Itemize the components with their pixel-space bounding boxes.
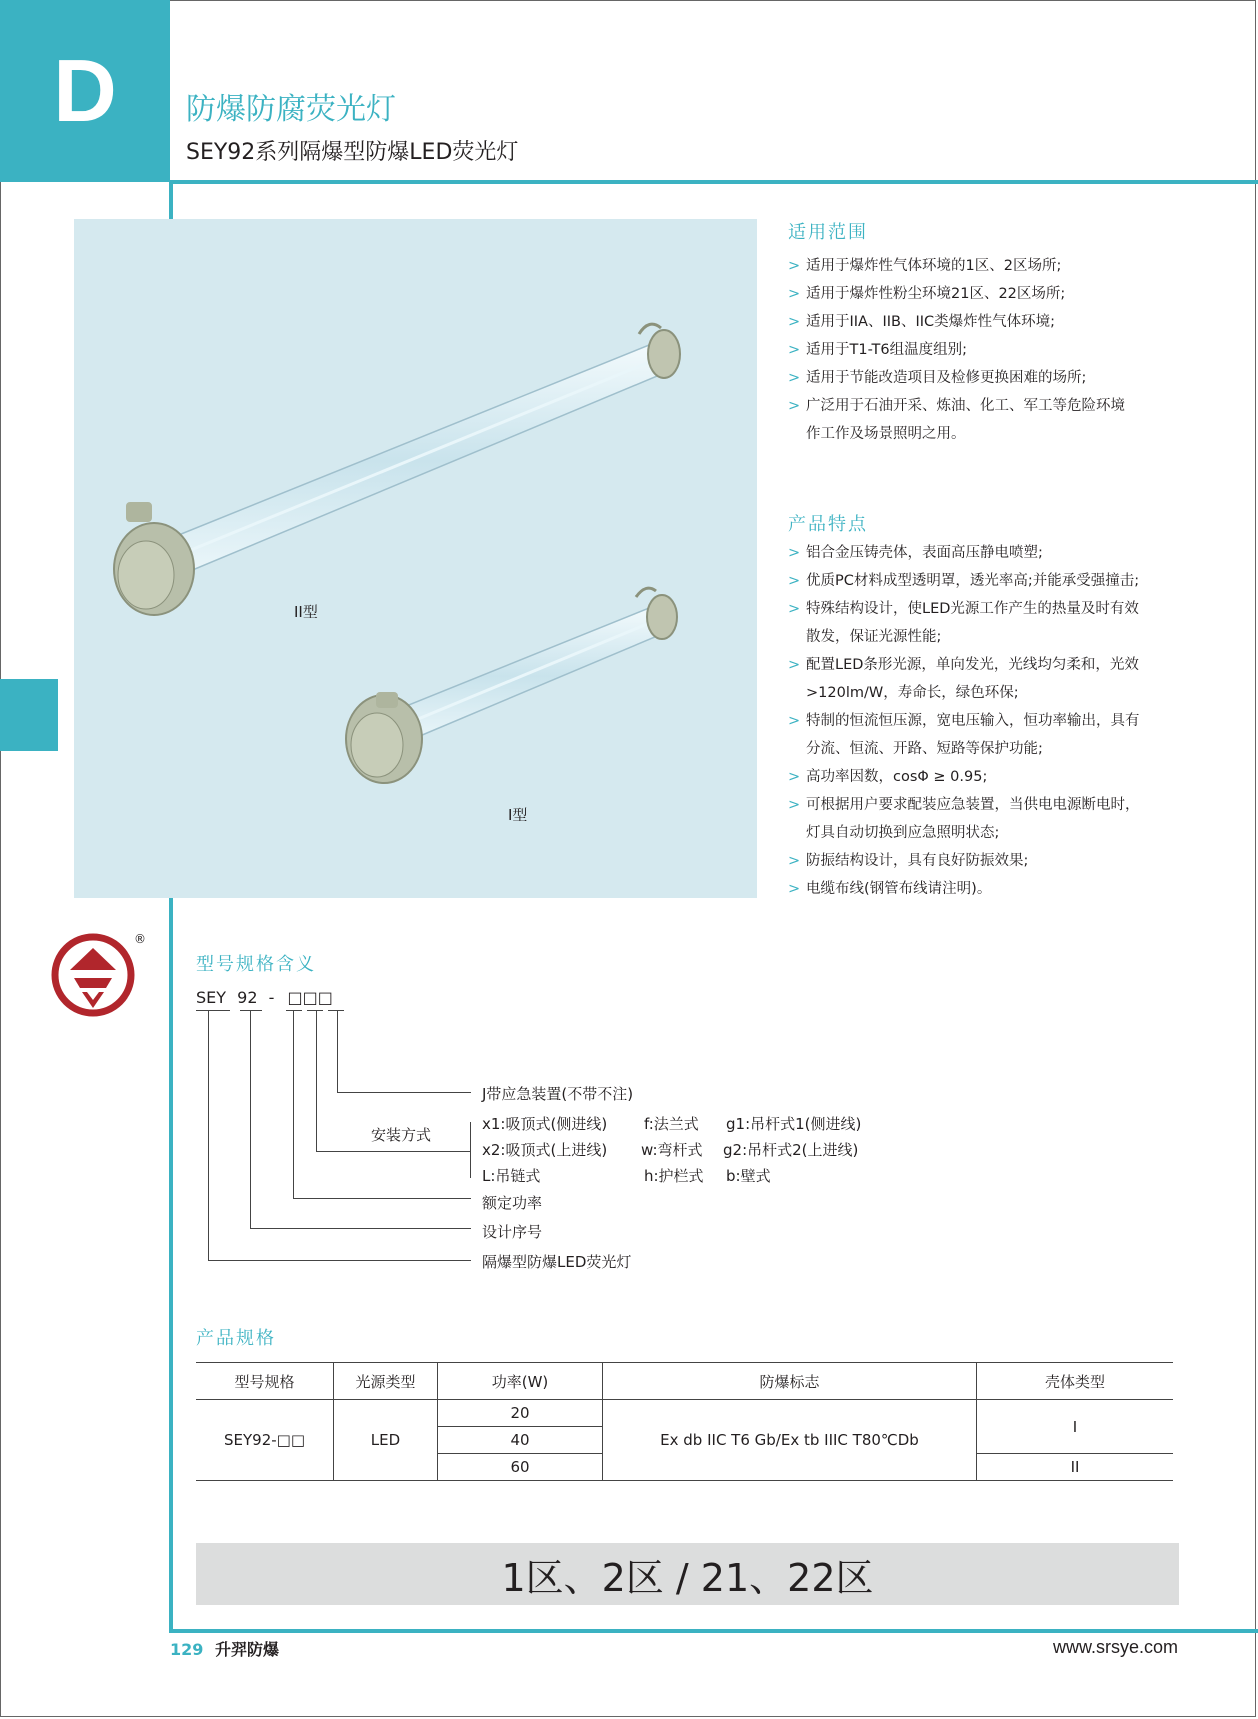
connector-h-sey [208, 1260, 471, 1261]
header-rule [170, 180, 1258, 184]
install-w: w:弯杆式 [641, 1141, 703, 1159]
product-image [74, 219, 757, 898]
bullet-arrow-icon: > [788, 657, 801, 673]
code-box-2: □ [302, 988, 318, 1007]
footer-url[interactable]: www.srsye.com [1052, 1637, 1178, 1657]
product-name-text: 隔爆型防爆LED荧光灯 [482, 1253, 632, 1271]
install-b: b:壁式 [726, 1167, 771, 1185]
lamp-type2 [114, 324, 680, 615]
feature-item-cont: 散发，保证光源性能; [806, 629, 942, 645]
connector-h3 [337, 1092, 471, 1093]
install-h: h:护栏式 [644, 1167, 704, 1185]
registered-mark: ® [134, 932, 146, 946]
bullet-arrow-icon: > [788, 342, 801, 358]
feature-item-cont: >120lm/W，寿命长，绿色环保; [806, 685, 1019, 701]
bullet-arrow-icon: > [788, 370, 801, 386]
feature-item: > 高功率因数，cosΦ ≥ 0.95; [788, 763, 1228, 791]
connector-h2 [316, 1151, 471, 1152]
cell-model: SEY92-□□ [196, 1400, 334, 1481]
model-heading: 型号规格含义 [196, 954, 316, 975]
connector-v1 [293, 1010, 294, 1198]
header-light: 光源类型 [334, 1363, 438, 1400]
install-g2: g2:吊杆式2(上进线) [723, 1141, 859, 1159]
page-title: 防爆防腐荧光灯 [186, 92, 396, 127]
label-type2: II型 [294, 603, 318, 621]
underline-box2 [307, 1010, 323, 1011]
underline-box3 [328, 1010, 344, 1011]
install-f: f:法兰式 [644, 1115, 699, 1133]
code-prefix: SEY [196, 988, 227, 1007]
feature-item: > 配置LED条形光源，单向发光，光线均匀柔和，光效 [788, 651, 1228, 679]
scope-item: > 适用于节能改造项目及检修更换困难的场所; [788, 364, 1208, 392]
code-box-1: □ [287, 988, 303, 1007]
feature-item: > 电缆布线(钢管布线请注明)。 [788, 875, 1228, 903]
brand-logo [50, 932, 146, 1022]
header-shell: 壳体类型 [977, 1363, 1174, 1400]
install-bracket [470, 1122, 471, 1178]
scope-heading: 适用范围 [788, 222, 868, 243]
scope-list [788, 252, 1208, 448]
connector-h-92 [250, 1228, 471, 1229]
features-heading: 产品特点 [788, 514, 868, 535]
cell-shell-1: I [977, 1400, 1174, 1454]
cell-power-60: 60 [438, 1454, 603, 1481]
code-dash: - [268, 988, 275, 1007]
bullet-arrow-icon: > [788, 769, 801, 785]
code-number: 92 [237, 988, 258, 1007]
table-row [196, 1400, 1173, 1427]
bullet-arrow-icon: > [788, 797, 801, 813]
install-g1: g1:吊杆式1(侧进线) [726, 1115, 862, 1133]
feature-item: > 特殊结构设计，使LED光源工作产生的热量及时有效 [788, 595, 1228, 623]
code-box-3: □ [317, 988, 333, 1007]
connector-v2 [316, 1010, 317, 1151]
section-letter: D [53, 41, 117, 140]
cell-light: LED [334, 1400, 438, 1481]
feature-item-cont: 分流、恒流、开路、短路等保护功能; [806, 741, 1043, 757]
install-x1: x1:吸顶式(侧进线) [482, 1115, 608, 1133]
cell-power-20: 20 [438, 1400, 603, 1427]
cell-ex-mark: Ex db IIC T6 Gb/Ex tb IIIC T80℃Db [603, 1400, 977, 1481]
bullet-arrow-icon: > [788, 314, 801, 330]
feature-item: > 防振结构设计，具有良好防振效果; [788, 847, 1228, 875]
scope-item: > 适用于IIA、IIB、IIC类爆炸性气体环境; [788, 308, 1208, 336]
header-power: 功率(W) [438, 1363, 603, 1400]
scope-item: > 适用于爆炸性粉尘环境21区、22区场所; [788, 280, 1208, 308]
feature-item: > 特制的恒流恒压源，宽电压输入，恒功率输出，具有 [788, 707, 1228, 735]
bullet-arrow-icon: > [788, 853, 801, 869]
model-code [196, 988, 333, 1007]
header-ex: 防爆标志 [603, 1363, 977, 1400]
cell-shell-2: II [977, 1454, 1174, 1481]
underline-92 [240, 1010, 262, 1011]
underline-box1 [286, 1010, 302, 1011]
zone-banner [196, 1543, 1179, 1605]
label-type1: I型 [508, 806, 528, 824]
install-label: 安装方式 [371, 1126, 432, 1144]
bullet-arrow-icon: > [788, 573, 801, 589]
bullet-arrow-icon: > [788, 258, 801, 274]
bullet-arrow-icon: > [788, 713, 801, 729]
left-rule-bottom [169, 898, 173, 1633]
design-no-text: 设计序号 [482, 1223, 543, 1241]
connector-v3 [337, 1010, 338, 1092]
scope-item: > 适用于爆炸性气体环境的1区、2区场所; [788, 252, 1208, 280]
bullet-arrow-icon: > [788, 545, 801, 561]
logo-mark-icon [50, 932, 140, 1022]
lamp-illustration [74, 219, 757, 898]
footer-brand: 升羿防爆 [214, 1640, 279, 1659]
scope-item: > 广泛用于石油开采、炼油、化工、军工等危险环境 [788, 392, 1208, 420]
header-model: 型号规格 [196, 1363, 334, 1400]
emergency-text: J带应急装置(不带不注) [482, 1085, 634, 1103]
bullet-arrow-icon: > [788, 286, 801, 302]
zone-banner-text: 1区、2区 / 21、22区 [501, 1555, 874, 1600]
rated-power-text: 额定功率 [482, 1194, 543, 1212]
footer-page-info [170, 1637, 279, 1660]
lamp-type1 [346, 588, 677, 783]
spec-heading: 产品规格 [196, 1328, 276, 1349]
install-x2: x2:吸顶式(上进线) [482, 1141, 608, 1159]
connector-v-sey [208, 1010, 209, 1260]
cell-power-40: 40 [438, 1427, 603, 1454]
left-rule-top [169, 180, 173, 220]
connector-v-92 [250, 1010, 251, 1228]
install-l: L:吊链式 [482, 1167, 541, 1185]
underline-sey [196, 1010, 230, 1011]
scope-item: > 适用于T1-T6组温度组别; [788, 336, 1208, 364]
bullet-arrow-icon: > [788, 398, 801, 414]
side-tab [0, 679, 58, 751]
feature-item: > 可根据用户要求配装应急装置，当供电电源断电时， [788, 791, 1228, 819]
feature-item: > 优质PC材料成型透明罩，透光率高;并能承受强撞击; [788, 567, 1228, 595]
scope-item-cont: 作工作及场景照明之用。 [806, 426, 966, 442]
bullet-arrow-icon: > [788, 881, 801, 897]
features-list [788, 539, 1228, 903]
spec-header-row [196, 1363, 1173, 1400]
footer-rule [169, 1629, 1258, 1633]
spec-table [196, 1362, 1173, 1481]
feature-item-cont: 灯具自动切换到应急照明状态; [806, 825, 1000, 841]
bullet-arrow-icon: > [788, 601, 801, 617]
page-number: 129 [170, 1640, 204, 1659]
feature-item: > 铝合金压铸壳体，表面高压静电喷塑; [788, 539, 1228, 567]
page-subtitle: SEY92系列隔爆型防爆LED荧光灯 [186, 140, 519, 165]
connector-h1 [293, 1198, 471, 1199]
section-letter-block [0, 0, 170, 182]
